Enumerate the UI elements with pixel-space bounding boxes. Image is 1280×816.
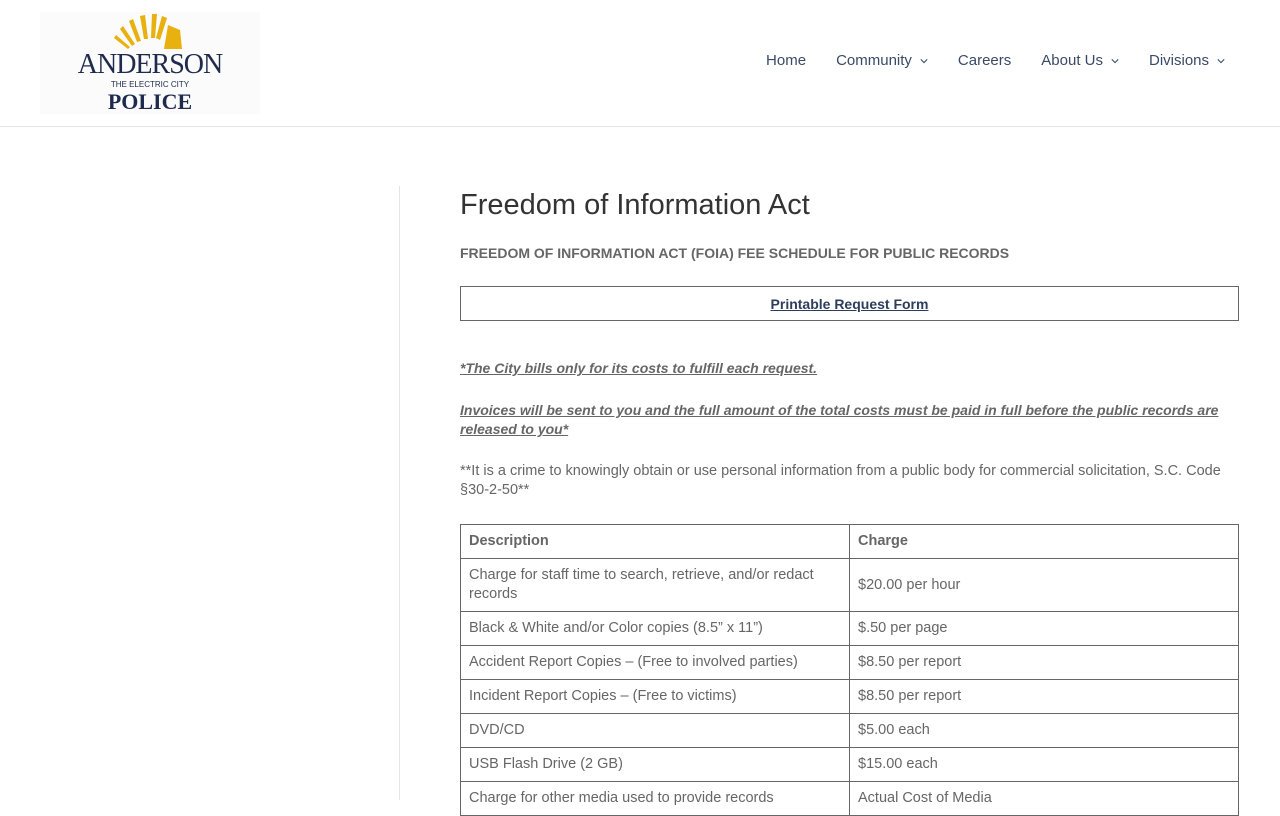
charge-cell: $20.00 per hour	[850, 559, 1239, 612]
anderson-police-logo[interactable]	[40, 12, 260, 114]
table-row	[461, 680, 1239, 714]
page-title: Freedom of Information Act	[460, 189, 810, 221]
nav-item-community[interactable]	[836, 52, 928, 69]
chevron-down-icon[interactable]	[920, 57, 928, 65]
fee-table	[460, 524, 1239, 816]
charge-cell: $8.50 per report	[850, 680, 1239, 714]
logo-text-tagline: THE ELECTRIC CITY	[110, 80, 190, 89]
nav-item-careers[interactable]	[958, 52, 1011, 69]
charge-cell: $5.00 each	[850, 714, 1239, 748]
table-header-row	[461, 525, 1239, 559]
table-row	[461, 782, 1239, 816]
chevron-down-icon[interactable]	[1111, 57, 1119, 65]
column-header-description: Description	[461, 525, 850, 559]
charge-cell: $8.50 per report	[850, 646, 1239, 680]
request-form-box	[460, 286, 1239, 321]
description-cell: Black & White and/or Color copies (8.5” x 11”)	[461, 612, 850, 646]
table-row	[461, 612, 1239, 646]
invoice-note: Invoices will be sent to you and the full amount of the total costs must be paid in full before the public records are released to you*	[460, 402, 1219, 437]
nav-item-divisions[interactable]	[1149, 52, 1225, 69]
charge-cell: $15.00 each	[850, 748, 1239, 782]
table-row	[461, 646, 1239, 680]
description-cell: Incident Report Copies – (Free to victims)	[461, 680, 850, 714]
nav-item-label: Community	[836, 52, 912, 69]
description-cell: USB Flash Drive (2 GB)	[461, 748, 850, 782]
logo-text-anderson: ANDERSON	[77, 49, 223, 80]
logo-text-police: POLICE	[107, 89, 193, 114]
nav-item-about-us[interactable]	[1041, 52, 1119, 69]
sidebar-divider	[399, 186, 400, 800]
description-cell: DVD/CD	[461, 714, 850, 748]
nav-item-home[interactable]	[766, 52, 806, 69]
nav-item-label: About Us	[1041, 52, 1103, 69]
chevron-down-icon[interactable]	[1217, 57, 1225, 65]
table-row	[461, 559, 1239, 612]
main-nav	[736, 52, 1225, 69]
site-header	[0, 0, 1280, 127]
crime-notice: **It is a crime to knowingly obtain or use personal information from a public body for commercial solicitation, S.C. Code §30-2-50**	[460, 463, 1221, 498]
fee-schedule-heading: FREEDOM OF INFORMATION ACT (FOIA) FEE SCHEDULE FOR PUBLIC RECORDS	[460, 245, 1010, 261]
charge-cell: $.50 per page	[850, 612, 1239, 646]
table-row	[461, 748, 1239, 782]
nav-item-label: Home	[766, 52, 807, 69]
description-cell: Charge for staff time to search, retrieve, and/or redact records	[461, 559, 850, 612]
description-cell: Charge for other media used to provide records	[461, 782, 850, 816]
sun-rays-icon	[40, 12, 260, 50]
table-row	[461, 714, 1239, 748]
nav-item-label: Divisions	[1148, 52, 1209, 69]
column-header-charge: Charge	[850, 525, 1239, 559]
main-content	[460, 186, 1239, 816]
nav-item-label: Careers	[957, 52, 1012, 69]
description-cell: Accident Report Copies – (Free to involved parties)	[461, 646, 850, 680]
printable-request-form-link[interactable]: Printable Request Form	[770, 295, 929, 312]
billing-note: *The City bills only for its costs to fulfill each request.	[460, 360, 818, 376]
charge-cell: Actual Cost of Media	[850, 782, 1239, 816]
